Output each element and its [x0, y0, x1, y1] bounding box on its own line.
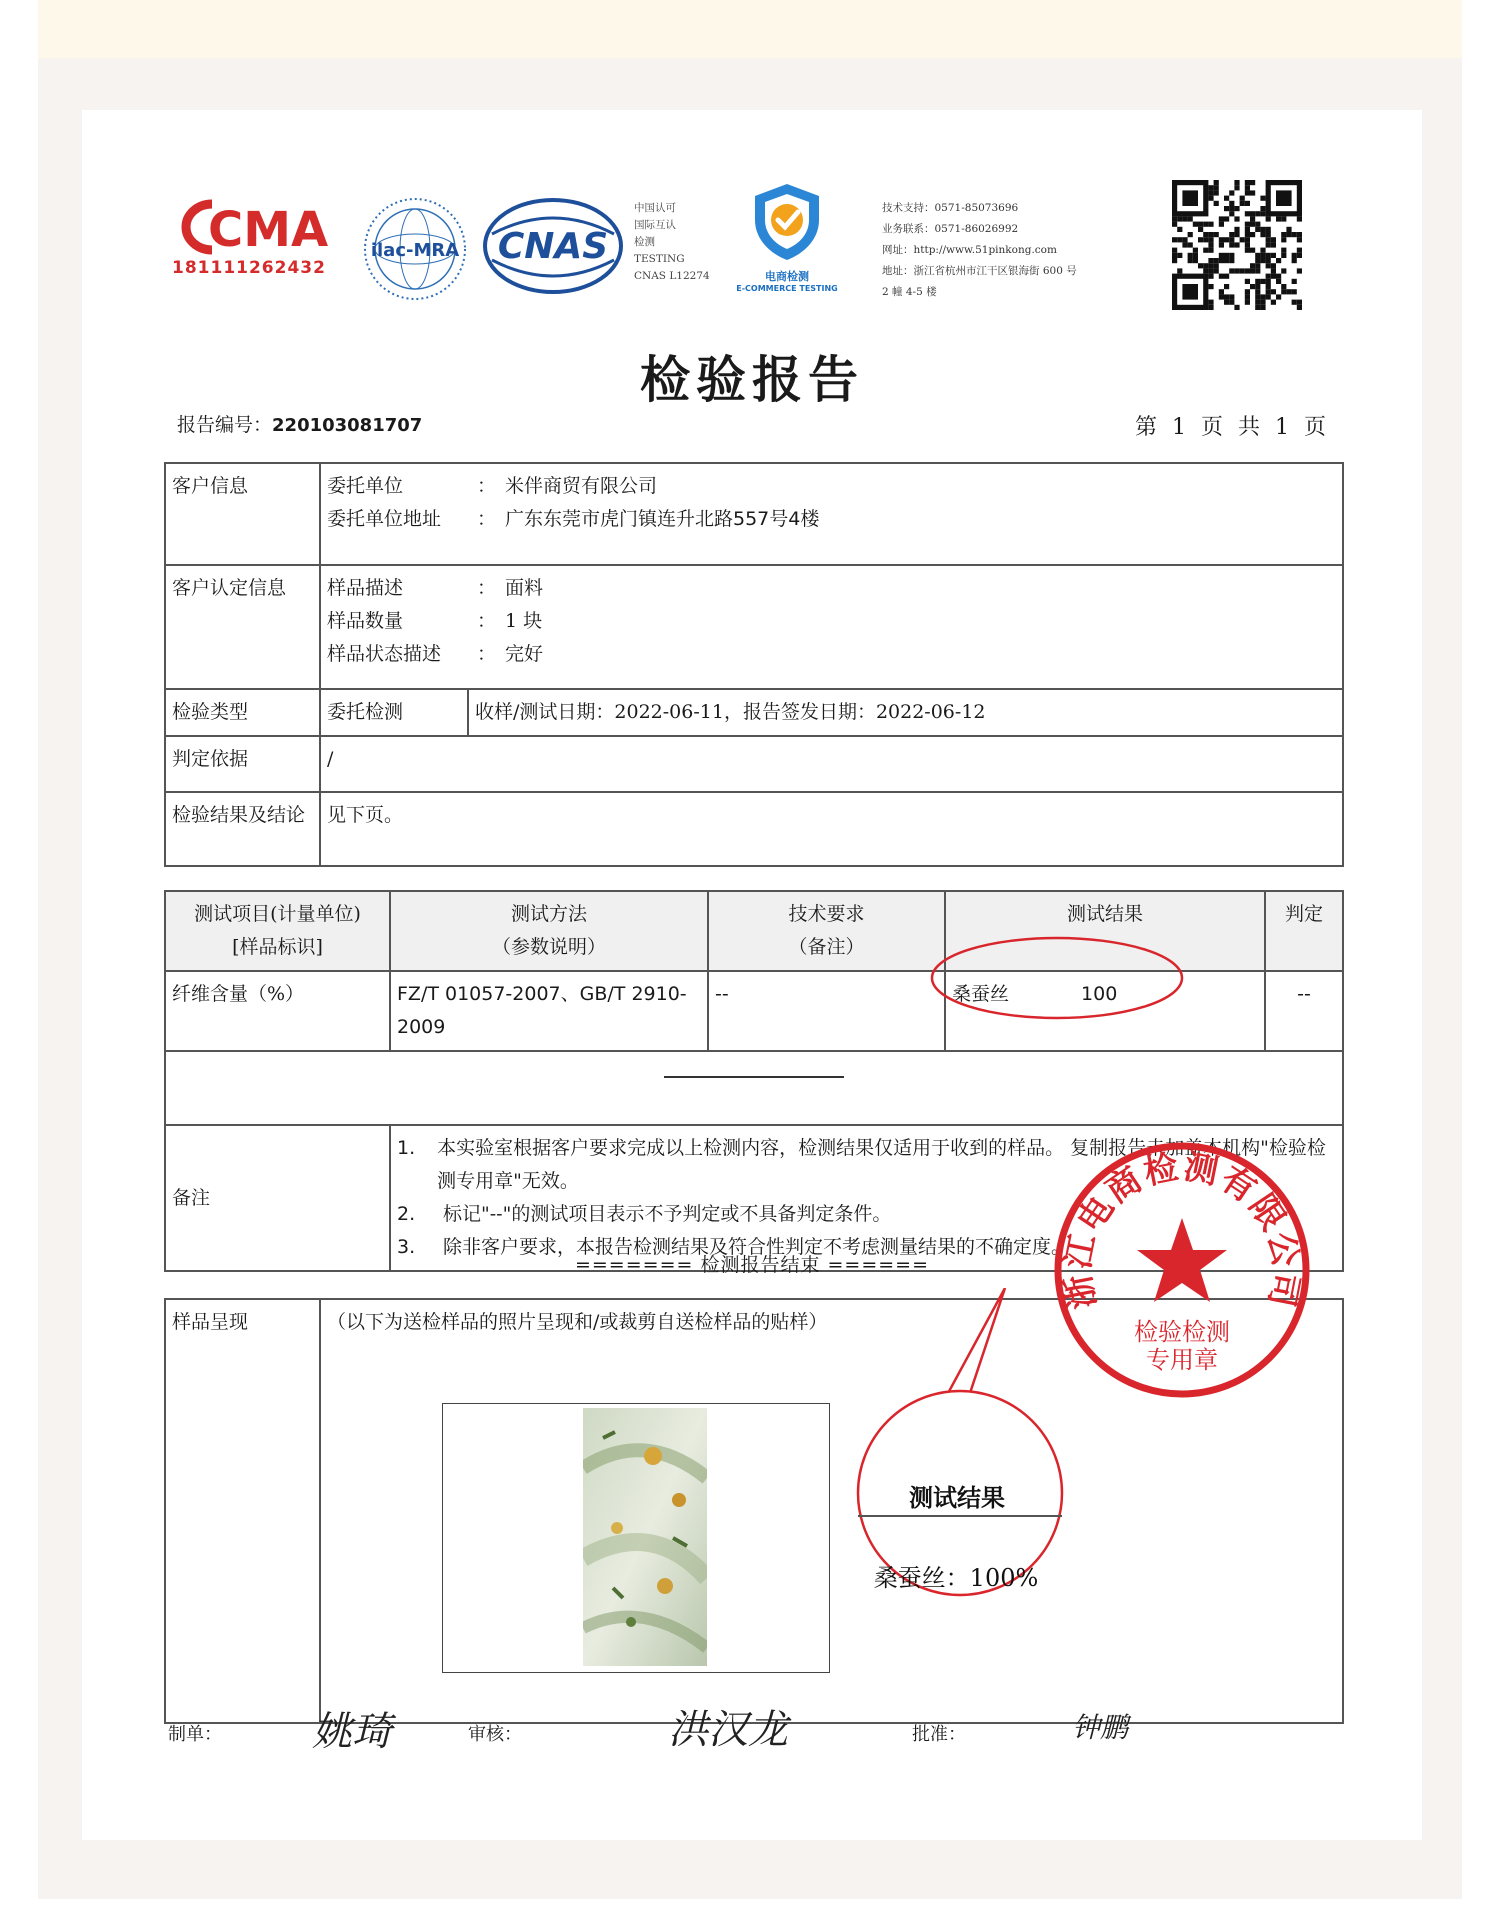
maker-label: 制单：	[168, 1724, 222, 1745]
page-info: 第 1 页 共 1 页	[1135, 415, 1330, 440]
callout-result: 桑蚕丝：100%	[873, 1564, 1039, 1592]
contact-info	[882, 198, 1182, 303]
result-callout	[845, 1288, 1075, 1598]
seal-purpose-1: 检验检测	[1134, 1318, 1230, 1346]
client-label: 客户信息	[165, 463, 320, 565]
seal-org: 浙江电商检测有限公司	[1057, 1146, 1307, 1313]
review-label: 审核：	[468, 1724, 522, 1745]
basis-value: /	[320, 736, 1343, 792]
approve-signature: 钟鹏	[1072, 1711, 1129, 1744]
header-judge: 判定	[1265, 891, 1343, 971]
divider	[664, 1076, 844, 1078]
ec-testing-logo	[722, 180, 852, 293]
review-signature: 洪汉龙	[668, 1707, 788, 1753]
header-result: 测试结果	[945, 891, 1265, 971]
sample-desc: 面料	[505, 577, 544, 599]
row-req: --	[708, 971, 945, 1051]
inspection-type-label: 检验类型	[165, 689, 320, 736]
row-judge: --	[1265, 971, 1343, 1051]
result-label: 检验结果及结论	[165, 792, 320, 866]
entrust-address: 广东东莞市虎门镇连升北路557号4楼	[505, 508, 820, 530]
basis-label: 判定依据	[165, 736, 320, 792]
header-item: 测试项目(计量单位) [样品标识]	[165, 891, 390, 971]
sample-qty: 1 块	[505, 610, 543, 632]
header-req: 技术要求 （备注）	[708, 891, 945, 971]
result-highlight-ellipse	[927, 933, 1187, 1023]
report-title: 检验报告	[640, 350, 864, 409]
ec-label: 电商检测	[765, 270, 809, 283]
cma-mark: CMA	[208, 202, 329, 256]
callout-title: 测试结果	[909, 1483, 1005, 1512]
info-table: 客户信息 委托单位 ： 米伴商贸有限公司 委托单位地址 ： 广东东莞市虎门镇连升北路557号4楼 客户认定信息 样品描述 ： 面料 样品数量 ： 1 块 样品状态描述 ： 完好 检验类型 委托检测 收样/测试日期：2022-06-11，报告签发日期：2022-06-12 判定依据 / 检验结果及结论 见下页。	[164, 462, 1344, 867]
contact-address: 地址：浙江省杭州市江干区银海街 600 号	[882, 265, 1077, 277]
blank-row	[165, 1051, 1343, 1125]
sample-photo-box	[442, 1403, 830, 1673]
cnas-mark: CNAS	[497, 226, 609, 267]
cma-logo	[172, 198, 342, 278]
row-method: FZ/T 01057-2007、GB/T 2910-2009	[390, 971, 708, 1051]
qr-code-icon	[1172, 180, 1302, 314]
seal-purpose-2: 专用章	[1146, 1346, 1218, 1374]
presentation-caption: （以下为送检样品的照片呈现和/或裁剪自送检样品的贴样）	[320, 1299, 1343, 1723]
fabric-sample-image	[583, 1408, 707, 1666]
row-item: 纤维含量（%）	[165, 971, 390, 1051]
entrust-unit: 米伴商贸有限公司	[505, 475, 658, 497]
report-number: 报告编号：220103081707	[177, 414, 423, 436]
notes-label: 备注	[165, 1125, 390, 1271]
cnas-logo	[482, 196, 624, 300]
sample-info-label: 客户认定信息	[165, 565, 320, 689]
notes: 1. 本实验室根据客户要求完成以上检测内容，检测结果仅适用于收到的样品。 复制报告未加盖本机构"检验检测专用章"无效。 2. 标记"--"的测试项目表示不予判定或不具备判定条件。 3. 除非客户要求，本报告检测结果及符合性判定不考虑测量结果的不确定度。	[390, 1125, 1343, 1271]
report-end-line: ======= 检测报告结束 ======	[574, 1254, 930, 1276]
ec-sub: E-COMMERCE TESTING	[736, 284, 838, 293]
cma-number: 181111262432	[172, 258, 326, 278]
inspection-type: 委托检测	[320, 689, 468, 736]
ilac-mark: ilac-MRA	[370, 240, 460, 261]
contact-address-2: 2 幢 4-5 楼	[882, 286, 937, 298]
report-paper	[82, 110, 1422, 1840]
top-band	[38, 0, 1462, 58]
presentation-label: 样品呈现	[165, 1299, 320, 1723]
contact-website: 网址：http://www.51pinkong.com	[882, 244, 1057, 256]
contact-business: 业务联系：0571-86026992	[882, 223, 1019, 235]
inspection-dates: 收样/测试日期：2022-06-11，报告签发日期：2022-06-12	[468, 689, 1343, 736]
shield-check-icon	[747, 180, 827, 264]
sample-state: 完好	[505, 643, 544, 665]
row-result: 桑蚕丝 100	[945, 971, 1265, 1051]
header-method: 测试方法 （参数说明）	[390, 891, 708, 971]
maker-signature: 姚琦	[312, 1709, 392, 1755]
contact-tech: 技术支持：0571-85073696	[882, 202, 1019, 214]
approve-label: 批准：	[912, 1724, 966, 1745]
cnas-text: 中国认可 国际互认 检测 TESTING CNAS L12274	[634, 202, 710, 282]
official-seal-icon	[1052, 1140, 1312, 1400]
ilac-logo	[360, 194, 470, 308]
result-value: 见下页。	[320, 792, 1343, 866]
